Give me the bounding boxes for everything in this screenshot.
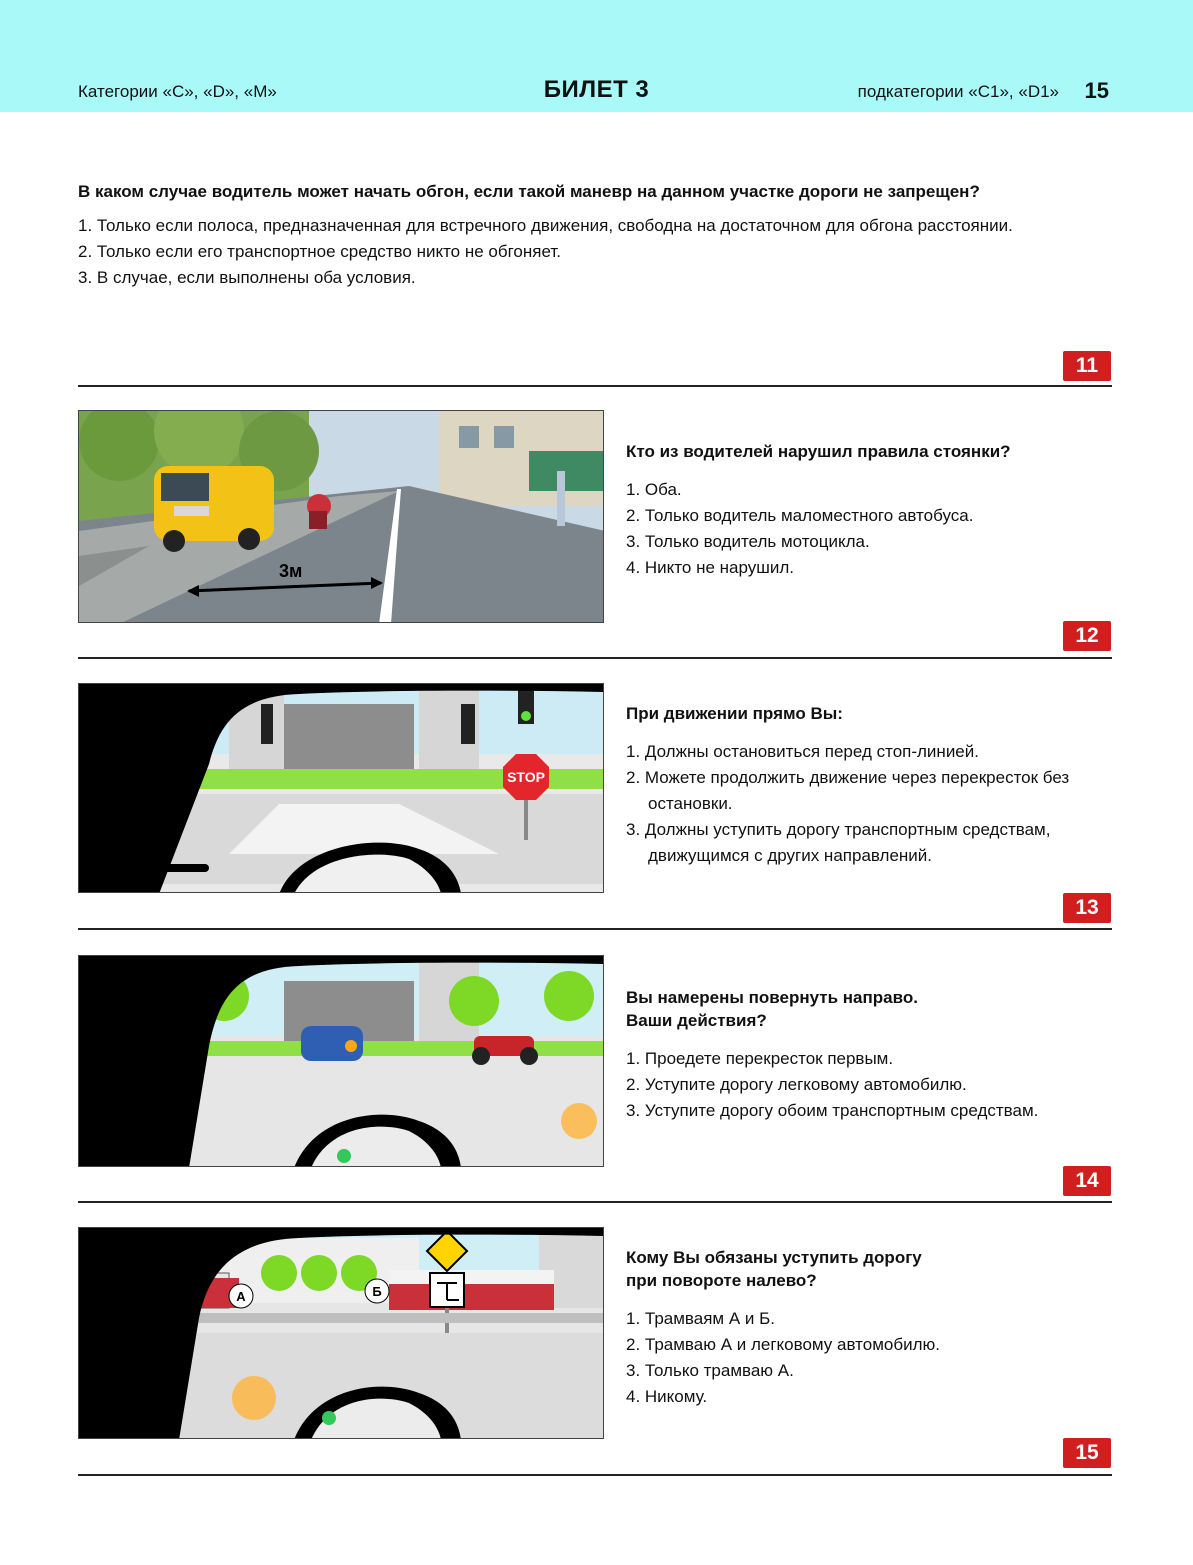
question-14-answers <box>626 1046 1116 1124</box>
answer-option[interactable]: 2. Можете продолжить движение через перекресток без остановки. <box>626 768 1070 813</box>
tram-a-label: А <box>236 1289 246 1304</box>
answer-option[interactable]: 2. Уступите дорогу легковому автомобилю. <box>626 1075 967 1094</box>
subcategories-label: подкатегории «C1», «D1» <box>857 82 1059 101</box>
tram-b-label: Б <box>372 1284 382 1299</box>
answer-option[interactable]: 3. В случае, если выполнены оба условия. <box>78 268 416 287</box>
ticket-title: БИЛЕТ 3 <box>543 76 650 103</box>
question-14 <box>626 986 1116 1124</box>
answer-option[interactable]: 4. Никто не нарушил. <box>626 558 795 577</box>
question-14-text-line1: Вы намерены повернуть направо. <box>626 988 918 1007</box>
question-15-text-line1: Кому Вы обязаны уступить дорогу <box>626 1248 922 1267</box>
question-14-image <box>78 955 604 1167</box>
question-13-image <box>78 683 604 893</box>
question-12-answers <box>626 477 1116 581</box>
answer-option[interactable]: 3. Только водитель мотоцикла. <box>626 532 870 551</box>
question-15-answers <box>626 1306 1116 1410</box>
distance-label: 3м <box>279 561 303 581</box>
answer-option[interactable]: 1. Только если полоса, предназначенная для встречного движения, свободна на достаточном для обгона расстоянии. <box>78 216 1013 235</box>
question-11-badge: 11 <box>1063 351 1111 381</box>
question-13-answers <box>626 739 1116 869</box>
page-header <box>0 0 1193 112</box>
question-13-text: При движении прямо Вы: <box>626 704 843 723</box>
question-13 <box>626 702 1116 869</box>
answer-option[interactable]: 3. Уступите дорогу обоим транспортным средствам. <box>626 1101 1039 1120</box>
question-14-text-line2: Ваши действия? <box>626 1011 767 1030</box>
answer-option[interactable]: 3. Должны уступить дорогу транспортным средствам, движущимся с других направлений. <box>626 820 1051 865</box>
question-11-text: В каком случае водитель может начать обгон, если такой маневр на данном участке дороги не запрещен? <box>78 182 980 201</box>
divider <box>78 1201 1112 1203</box>
categories-label: Категории «C», «D», «M» <box>78 82 277 101</box>
question-13-badge: 13 <box>1063 893 1111 923</box>
question-12 <box>626 440 1116 581</box>
question-15-text-line2: при повороте налево? <box>626 1271 817 1290</box>
question-15 <box>626 1246 1116 1410</box>
page-number: 15 <box>1084 78 1109 103</box>
question-12-text: Кто из водителей нарушил правила стоянки? <box>626 442 1011 461</box>
question-11 <box>78 180 1118 291</box>
divider <box>78 1474 1112 1476</box>
question-15-badge: 15 <box>1063 1438 1111 1468</box>
question-11-answers <box>78 213 1118 291</box>
answer-option[interactable]: 2. Только водитель маломестного автобуса. <box>626 506 974 525</box>
divider <box>78 385 1112 387</box>
answer-option[interactable]: 2. Трамваю А и легковому автомобилю. <box>626 1335 940 1354</box>
stop-sign-text: STOP <box>507 769 545 785</box>
question-12-image <box>78 410 604 623</box>
divider <box>78 928 1112 930</box>
answer-option[interactable]: 2. Только если его транспортное средство никто не обгоняет. <box>78 242 561 261</box>
question-15-image <box>78 1227 604 1439</box>
answer-option[interactable]: 4. Никому. <box>626 1387 708 1406</box>
answer-option[interactable]: 1. Должны остановиться перед стоп-линией. <box>626 742 979 761</box>
question-14-badge: 14 <box>1063 1166 1111 1196</box>
divider <box>78 657 1112 659</box>
answer-option[interactable]: 1. Проедете перекресток первым. <box>626 1049 894 1068</box>
answer-option[interactable]: 3. Только трамваю А. <box>626 1361 794 1380</box>
question-12-badge: 12 <box>1063 621 1111 651</box>
answer-option[interactable]: 1. Оба. <box>626 480 682 499</box>
answer-option[interactable]: 1. Трамваям А и Б. <box>626 1309 775 1328</box>
